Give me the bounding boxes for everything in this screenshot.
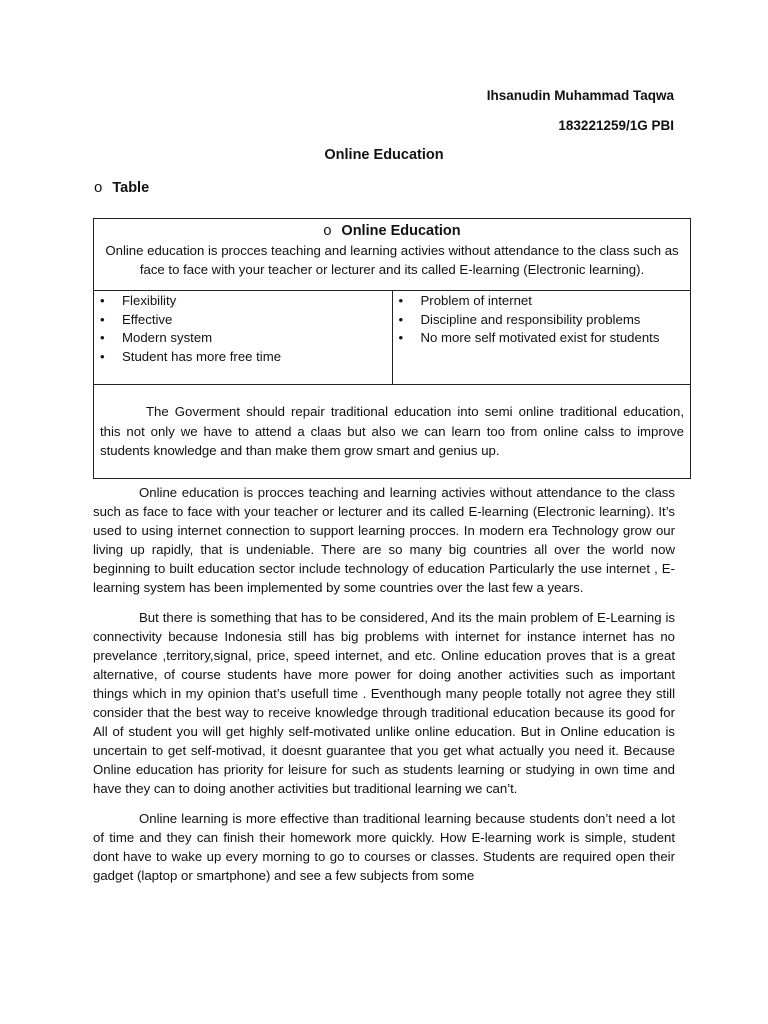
advantages-list — [94, 291, 392, 366]
list-item: • Student has more free time — [94, 348, 392, 367]
table-definition: Online education is procces teaching and learning activies without attendance to the class such as face to face with your teacher or lecturer and its called E-learning (Electronic learning). — [105, 243, 679, 277]
disadvantages-list — [393, 291, 691, 348]
section-heading-text: Table — [112, 180, 150, 196]
summary-table — [93, 218, 691, 479]
list-item: • Flexibility — [94, 292, 392, 311]
conclusion-text: The Goverment should repair traditional education into semi online traditional education, this not only we have to attend a claas but also we can learn too from online calss to improve students knowledge and than make them grow smart and genius up. — [100, 404, 684, 458]
list-item: • Effective — [94, 311, 392, 330]
paragraph: Online learning is more effective than traditional learning because students don’t need a lot of time and they can finish their homework more quickly. How E-learning work is simple, student dont have to wake up every morning to go to courses or classes. Students are required open their gadget (laptop or smartphone) and see a few subjects from some — [93, 810, 675, 883]
advantages-cell — [94, 291, 393, 385]
document-title: Online Education — [324, 147, 444, 163]
disadvantages-cell — [392, 291, 691, 385]
table-header-cell — [94, 219, 691, 291]
essay-body — [93, 483, 675, 895]
list-item: • Discipline and responsibility problems — [393, 311, 691, 330]
author-name: Ihsanudin Muhammad Taqwa — [486, 88, 674, 103]
section-heading — [94, 179, 149, 196]
paragraph: Online education is procces teaching and learning activies without attendance to the class such as face to face with your teacher or lecturer and its called E-learning (Electronic learning). It’s used to using internet connection to support learning procces. In modern era Technology grow our living up rapidly, that is undeniable. There are so many big countries all over the world now beginning to built education sector include technology of education Particularly the use internet , E-learning system has been implemented by some countries over the last few a years. — [93, 485, 675, 596]
conclusion-cell — [94, 385, 691, 479]
list-item: • Modern system — [94, 329, 392, 348]
hollow-bullet-icon: o — [94, 179, 103, 196]
table-heading-text: Online Education — [341, 223, 461, 239]
student-id: 183221259/1G PBI — [558, 118, 674, 133]
hollow-bullet-icon: o — [323, 223, 332, 239]
paragraph: But there is something that has to be considered, And its the main problem of E-Learning is connectivity because Indonesia still has big problems with internet for instance internet has no prevelance ,territory,signal, price, speed internet, and etc. Online education proves that is a great alternative, of course students have more power for doing another activities such as important things which in my opinion that’s usefull time . Eventhough many people totally not agree they still consider that the best way to receive knowledge through traditional education because its good for All of student you will get highly self-motivated unlike online education. But in Online education is uncertain to get self-motivad, it doesnt guarantee that you get what actually you need it. Because Online education has priority for leisure for such as students learning or studying in own time and have they can to doing another activities but traditional learning we can’t. — [93, 609, 675, 797]
table-heading — [102, 221, 682, 241]
list-item: • No more self motivated exist for students — [393, 329, 691, 348]
list-item: • Problem of internet — [393, 292, 691, 311]
